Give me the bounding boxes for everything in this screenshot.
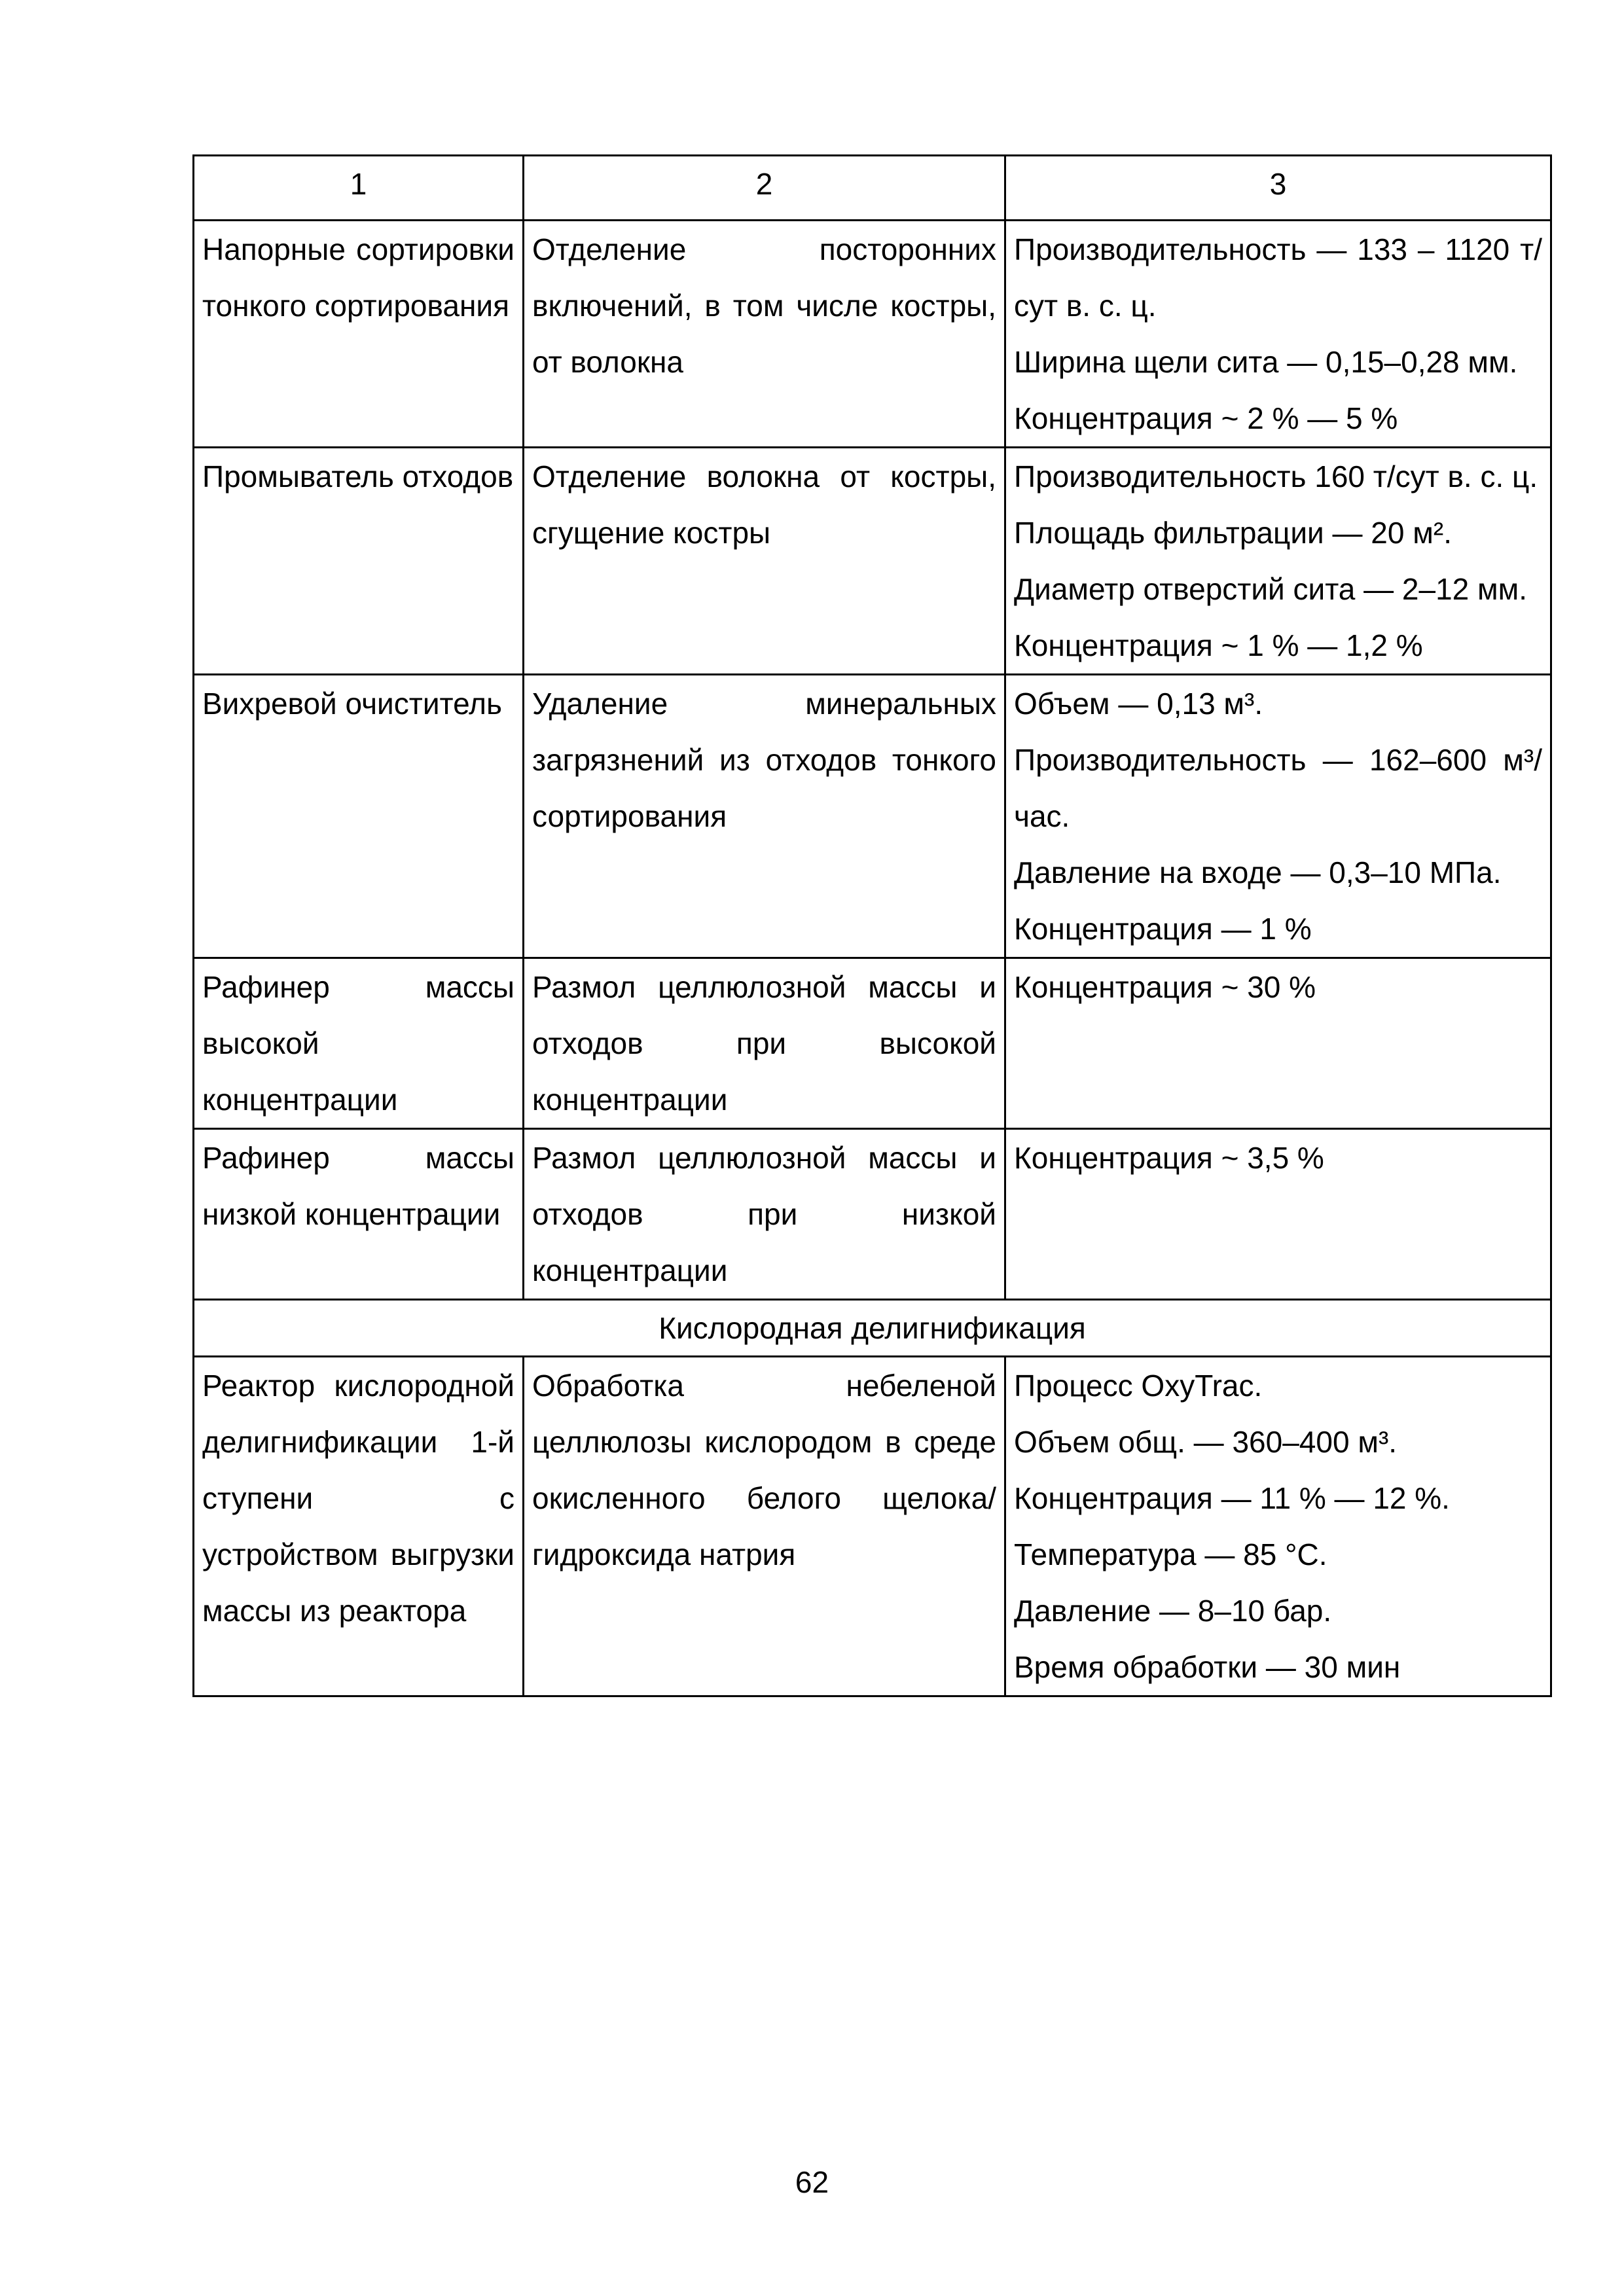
table-row: [194, 1129, 1551, 1300]
purpose-cell: Удаление минеральных загрязнений из отходов тонкого сортирования: [524, 675, 1005, 958]
purpose-cell: Отделение посторонних включений, в том числе костры, от волокна: [524, 221, 1005, 448]
param-line: Производительность — 162–600 м³/час.: [1014, 743, 1542, 833]
param-line: Концентрация ~ 1 % — 1,2 %: [1014, 628, 1423, 662]
param-line: Объем общ. — 360–400 м³.: [1014, 1425, 1398, 1459]
param-line: Ширина щели сита — 0,15–0,28 мм.: [1014, 345, 1518, 379]
param-line: Диаметр отверстий сита — 2–12 мм.: [1014, 572, 1528, 606]
param-line: Концентрация — 1 %: [1014, 912, 1312, 946]
param-line: Площадь фильтрации — 20 м².: [1014, 516, 1452, 550]
params-cell: [1005, 448, 1551, 675]
purpose-cell: Размол целлюлозной массы и отходов при низкой концентрации: [524, 1129, 1005, 1300]
equipment-cell: Рафинер массы высокой концентрации: [194, 958, 524, 1129]
params-cell: [1005, 958, 1551, 1129]
table-row: [194, 221, 1551, 448]
param-line: Производительность 160 т/сут в. с. ц.: [1014, 459, 1538, 493]
table-header-row: [194, 156, 1551, 221]
section-title: Кислородная делигнификация: [194, 1300, 1551, 1357]
table-row: [194, 448, 1551, 675]
equipment-cell: Промыватель отходов: [194, 448, 524, 675]
param-line: Концентрация ~ 3,5 %: [1014, 1141, 1324, 1175]
params-cell: [1005, 221, 1551, 448]
table-row: [194, 1357, 1551, 1696]
param-line: Объем — 0,13 м³.: [1014, 687, 1263, 721]
param-line: Концентрация ~ 30 %: [1014, 970, 1316, 1004]
purpose-cell: Отделение волокна от костры, сгущение костры: [524, 448, 1005, 675]
table-row: [194, 958, 1551, 1129]
equipment-cell: Реактор кислородной делигнификации 1-й ступени с устройством выгрузки массы из реактора: [194, 1357, 524, 1696]
param-line: Концентрация ~ 2 % — 5 %: [1014, 401, 1398, 435]
purpose-cell: Размол целлюлозной массы и отходов при высокой концентрации: [524, 958, 1005, 1129]
equipment-cell: Вихревой очиститель: [194, 675, 524, 958]
param-line: Производительность — 133 – 1120 т/сут в. с. ц.: [1014, 232, 1542, 323]
param-line: Время обработки — 30 мин: [1014, 1650, 1401, 1684]
column-header-1: 1: [194, 156, 524, 221]
section-header-row: [194, 1300, 1551, 1357]
param-line: Температура — 85 °С.: [1014, 1537, 1327, 1571]
params-cell: [1005, 1129, 1551, 1300]
param-line: Давление на входе — 0,3–10 МПа.: [1014, 855, 1502, 889]
equipment-table: [192, 154, 1552, 1697]
equipment-cell: Рафинер массы низкой концентрации: [194, 1129, 524, 1300]
table-row: [194, 675, 1551, 958]
params-cell: [1005, 1357, 1551, 1696]
purpose-cell: Обработка небеленой целлюлозы кислородом в среде окисленного белого щелока/гидроксида натрия: [524, 1357, 1005, 1696]
param-line: Давление — 8–10 бар.: [1014, 1594, 1332, 1628]
equipment-cell: Напорные сортировки тонкого сортирования: [194, 221, 524, 448]
column-header-3: 3: [1005, 156, 1551, 221]
param-line: Концентрация — 11 % — 12 %.: [1014, 1481, 1450, 1515]
page-number: 62: [795, 2165, 829, 2199]
column-header-2: 2: [524, 156, 1005, 221]
param-line: Процесс OxyTrac.: [1014, 1369, 1263, 1403]
params-cell: [1005, 675, 1551, 958]
